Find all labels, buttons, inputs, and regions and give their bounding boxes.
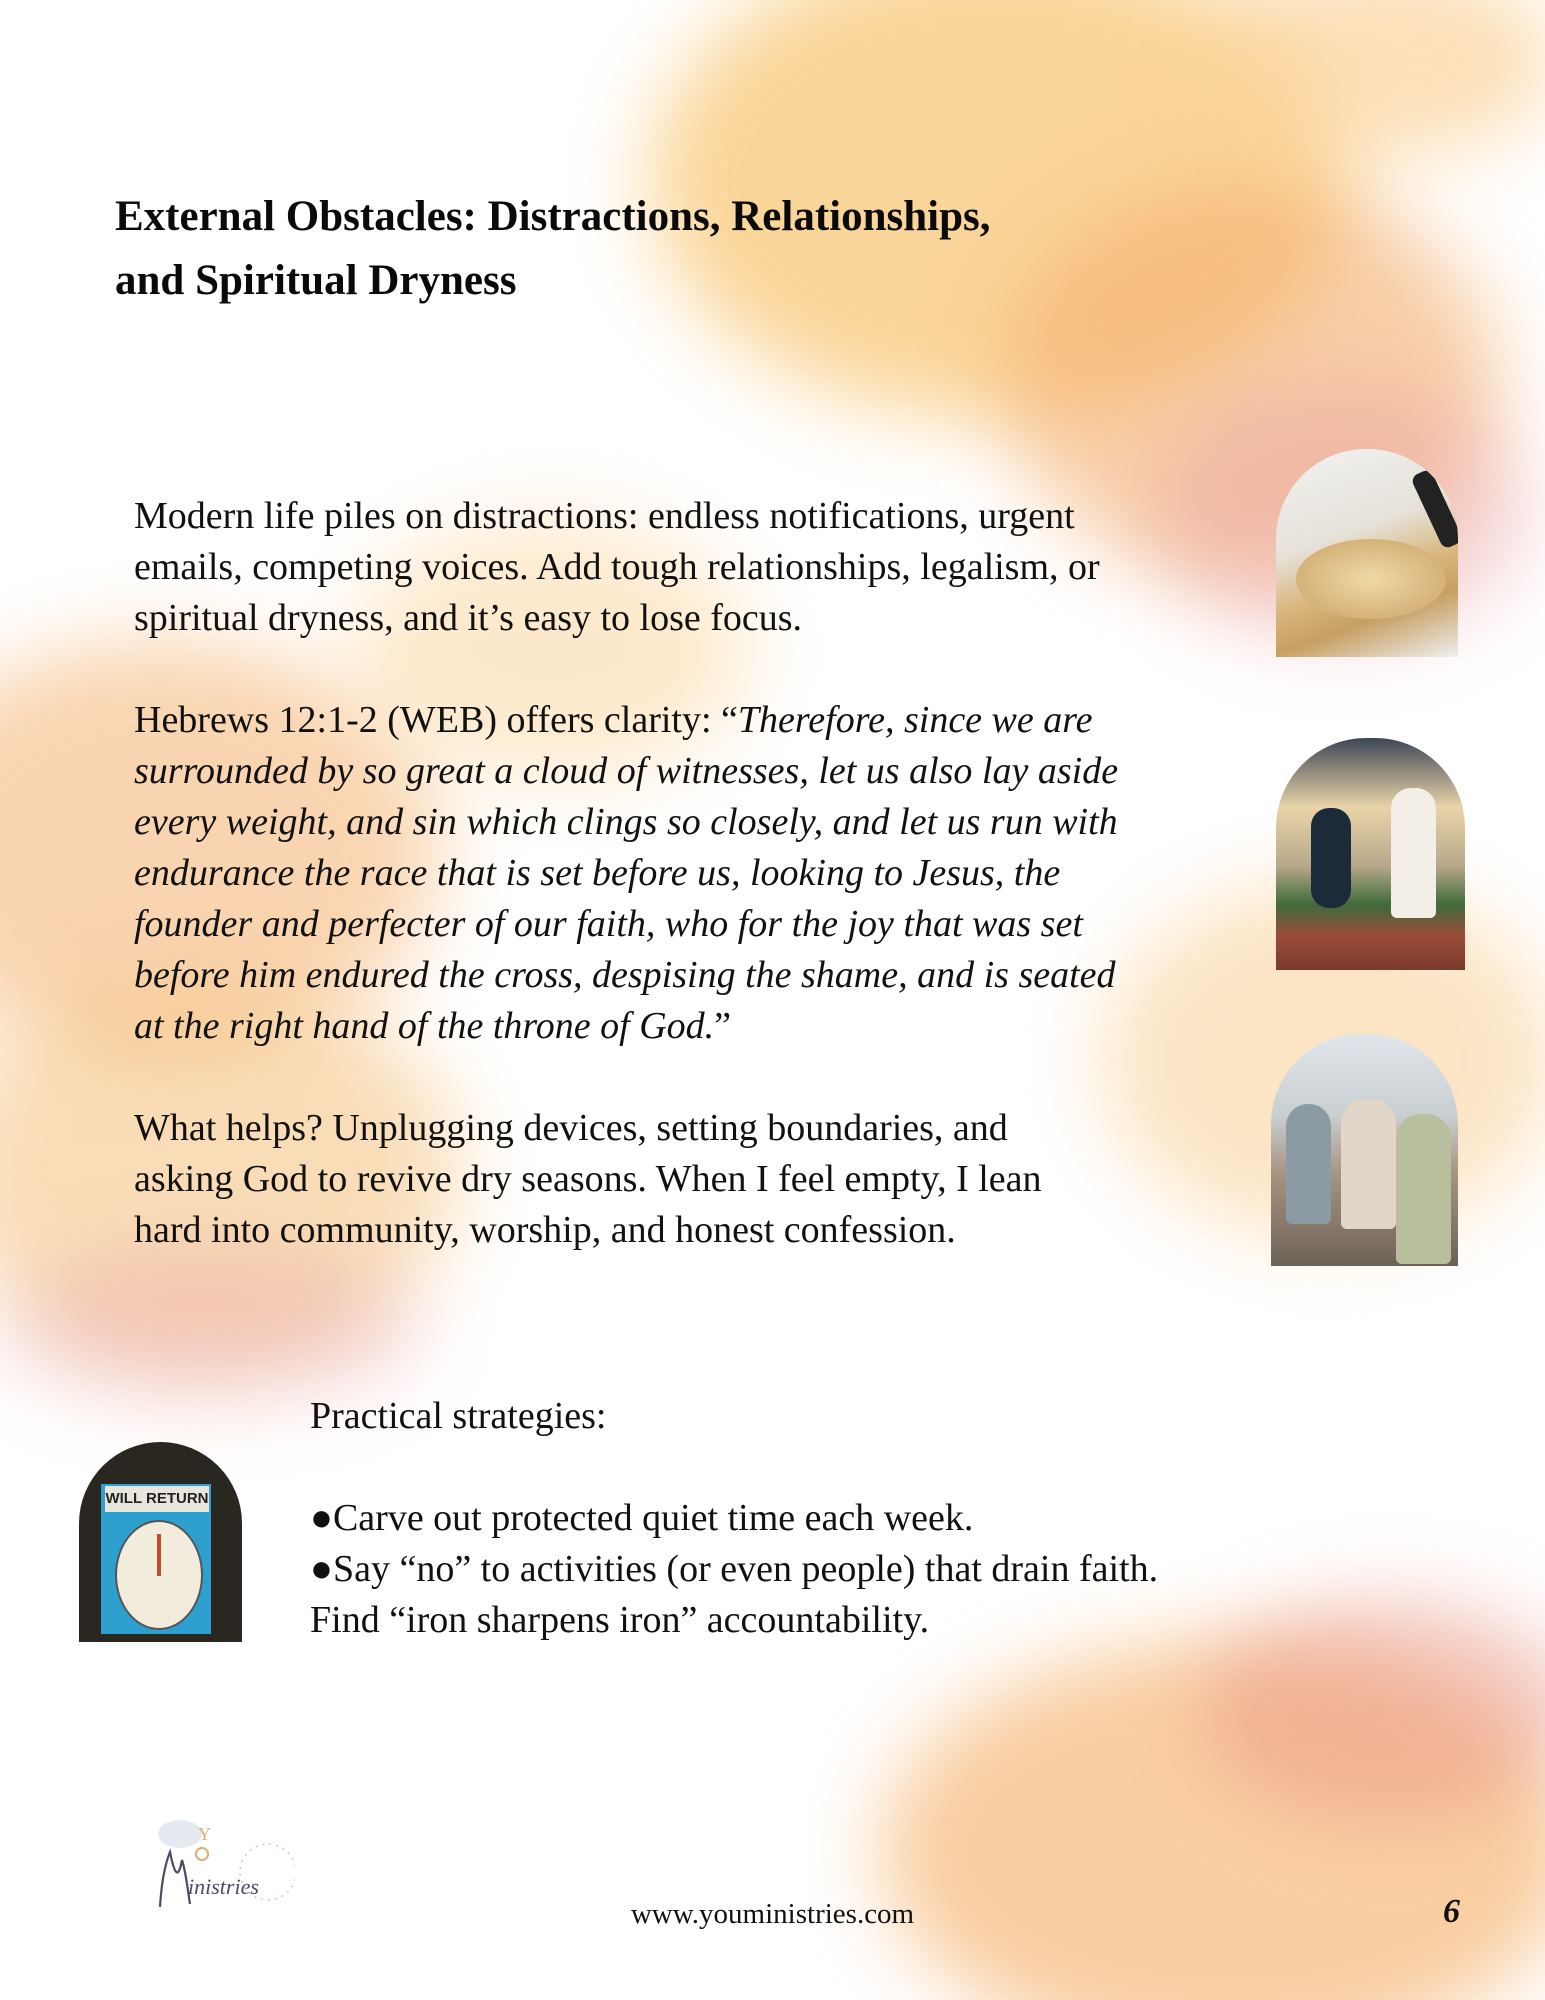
quote-line: Therefore, since we are <box>737 699 1093 741</box>
text-line: hard into community, worship, and honest confession. <box>134 1209 956 1251</box>
text-line: asking God to revive dry seasons. When I feel empty, I lean <box>134 1158 1042 1200</box>
title-line-1: External Obstacles: Distractions, Relationships, <box>115 193 991 240</box>
scripture-reference: Hebrews 12:1-2 (WEB) offers clarity: “ <box>134 699 738 741</box>
page-number: 6 <box>1443 1893 1460 1930</box>
text-line: spiritual dryness, and it’s easy to lose focus. <box>134 597 803 639</box>
photo-stressed-woman-phone <box>1276 449 1458 657</box>
paragraph-hebrews-quote <box>134 695 1254 1052</box>
text-line: Modern life piles on distractions: endless notifications, urgent <box>134 495 1075 537</box>
clock-face-icon <box>115 1520 203 1630</box>
photo-runner-and-jesus <box>1276 738 1465 970</box>
text-line: What helps? Unplugging devices, setting boundaries, and <box>134 1107 1008 1149</box>
quote-close: ” <box>714 1005 732 1047</box>
bullet-icon: ● <box>310 1548 333 1590</box>
strategy-item <box>310 1493 973 1544</box>
strategy-item <box>310 1595 929 1646</box>
footer-website-link[interactable]: www.youministries.com <box>630 1898 915 1930</box>
text-line: emails, competing voices. Add tough relationships, legalism, or <box>134 546 1100 588</box>
page-title <box>115 185 991 313</box>
quote-line: before him endured the cross, despising the shame, and is seated <box>134 954 1116 996</box>
quote-line: at the right hand of the throne of God. <box>134 1005 715 1047</box>
bullet-icon: ● <box>310 1497 333 1539</box>
svg-text:Y: Y <box>198 1824 211 1844</box>
sign-text: WILL RETURN <box>105 1486 209 1512</box>
photo-community-group <box>1271 1034 1458 1266</box>
quote-line: surrounded by so great a cloud of witnesses, let us also lay aside <box>134 750 1119 792</box>
strategies-heading: Practical strategies: <box>310 1395 607 1437</box>
quote-line: founder and perfecter of our faith, who for the joy that was set <box>134 903 1083 945</box>
strategy-item <box>310 1544 1158 1595</box>
photo-will-return-clock-sign <box>79 1442 242 1642</box>
quote-line: every weight, and sin which clings so closely, and let us run with <box>134 801 1118 843</box>
paragraph-distractions <box>134 491 1254 644</box>
strategy-text: Say “no” to activities (or even people) that drain faith. <box>332 1548 1159 1590</box>
title-line-2: and Spiritual Dryness <box>115 257 517 304</box>
paragraph-what-helps <box>134 1103 1254 1256</box>
svg-text:inistries: inistries <box>188 1874 259 1899</box>
strategy-text: Carve out protected quiet time each week. <box>332 1497 974 1539</box>
quote-line: endurance the race that is set before us, looking to Jesus, the <box>134 852 1061 894</box>
strategy-text: Find “iron sharpens iron” accountability. <box>310 1599 930 1641</box>
